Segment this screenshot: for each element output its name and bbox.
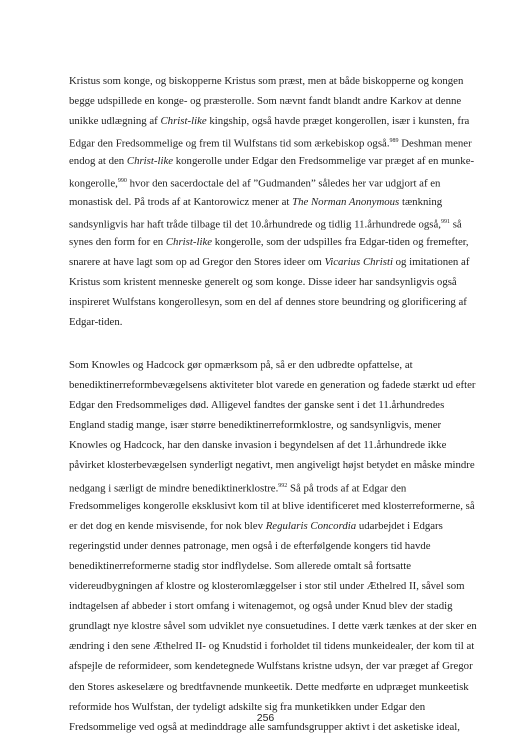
text-run: Edgar den Fredsommeliges død. Alligevel fandtes der ganske sent i det 11.århundredes: [69, 399, 445, 412]
text-line: [69, 312, 469, 332]
text-line: [69, 496, 475, 516]
text-run: så: [450, 218, 462, 231]
text-run: påvirket klosterbevægelsen synderligt negativt, men angiveligt højst betydet en måske mindre: [69, 459, 475, 472]
text-line: [69, 636, 475, 656]
text-line: [69, 151, 475, 171]
text-run: hvor den sacerdoctale del af ”Gudmanden” således her var udgjort af en: [126, 178, 441, 191]
paragraph-1: [69, 71, 475, 332]
italic-title: Regularis Concordia: [265, 519, 357, 532]
footnote-ref: 990: [117, 178, 127, 185]
text-run: den Stores askeselære og bredtfavnende munkeetik. Dette medførte en udpræget munkeetisk: [69, 680, 469, 693]
italic-title: Christ-like: [165, 235, 213, 248]
text-line: [69, 455, 475, 475]
text-run: Edgar-tiden.: [69, 316, 123, 329]
text-line: [69, 111, 469, 131]
text-run: benediktinerreformbevægelsens aktiviteter blot varede en generation og fadede stærkt ud efter: [69, 379, 476, 392]
footnote-ref: 991: [441, 218, 450, 225]
text-line: [69, 536, 469, 556]
text-run: unikke udlægning af: [69, 115, 161, 128]
text-line: [69, 355, 469, 375]
text-run: er det dog en kende misvisende, for nok blev: [69, 519, 266, 532]
text-line: [69, 375, 476, 395]
text-run: Kristus som kristent menneske generelt og som konge. Disse ideer har sandsynligvis også: [69, 275, 457, 288]
text-run: og imitationen af: [392, 255, 470, 268]
text-line: [69, 91, 469, 111]
text-run: Så på trods af at Edgar den: [287, 482, 407, 495]
text-run: snarere at have lagt som op ad Gregor den Stores ideer om: [69, 255, 325, 268]
page-number: 256: [256, 712, 275, 724]
italic-title: Vicarius Christi: [324, 255, 393, 268]
text-run: tænkning: [399, 195, 443, 208]
text-run: begge udspillede en konge- og præsterolle. Som nævnt fandt blandt andre Karkov at denne: [69, 95, 462, 108]
text-line: [69, 272, 469, 292]
text-run: sandsynligvis har haft tråde tilbage til det 10.århundrede og tidlig 11.århundrede også,: [69, 218, 441, 231]
text-line: [69, 576, 469, 596]
text-run: videreudbygningen af klostre og klosteromlæggelser i stor stil under Æthelred II, såvel som: [69, 580, 465, 593]
text-run: Knowles og Hadcock, har den danske invasion i begyndelsen af det 11.århundrede ikke: [69, 439, 447, 452]
text-run: regeringstid under dennes patronage, men også i de efterfølgende kongers tid havde: [69, 539, 431, 552]
text-line: [69, 252, 469, 272]
text-run: Deshman mener: [398, 137, 472, 150]
text-run: grundlagt nye klostre såvel som udviklet nye consuetudines. I dette værk tænkes at der sker en: [69, 620, 477, 633]
text-run: Som Knowles og Hadcock gør opmærksom på, så er den udbredte opfattelse, at: [69, 359, 413, 371]
text-line: [69, 292, 469, 312]
text-run: inspireret Wulfstans kongerollesyn, som en del af dennes store beundring og glorificering af: [69, 296, 467, 309]
text-run: monastisk del. På trods af at Kantorowicz mener at: [69, 195, 293, 208]
text-run: Fredsommelige ved også at medinddrage alle samfundsgrupper aktivt i det asketiske ideal,: [69, 720, 460, 733]
text-line: [69, 171, 469, 191]
text-run: England stadig mange, især større benediktinerreformklostre, og sandsynligvis, mener: [69, 419, 442, 432]
footnote-ref: 989: [389, 138, 399, 145]
text-line: [69, 616, 477, 636]
text-line: [69, 435, 469, 455]
text-line: [69, 232, 469, 252]
text-line: [69, 395, 469, 415]
text-run: afspejle de reformideer, som kendetegnede Wulfstans kristne udsyn, der var præget af Gregor: [69, 660, 473, 673]
text-line: [69, 212, 469, 232]
text-line: [69, 192, 469, 212]
text-line: [69, 516, 469, 536]
text-line: [69, 656, 473, 676]
text-run: kongerolle,: [69, 178, 118, 191]
text-run: benediktinerreformerne stadig stor indflydelse. Som allerede omtalt så fortsatte: [69, 559, 412, 572]
text-run: indtagelsen af abbeder i stort omfang i witenagemot, og også under Knud blev der stadig: [69, 600, 453, 613]
paragraph-2: [69, 355, 477, 737]
footnote-ref: 992: [278, 482, 288, 489]
text-line: [69, 415, 469, 435]
text-run: kongerolle, som der udspilles fra Edgar-tiden og fremefter,: [212, 235, 469, 248]
text-line: [69, 131, 472, 151]
text-run: ændring i den sene Æthelred II- og Knudstid i forholdet til tidens munkeidealer, der kom til at: [69, 640, 475, 653]
text-line: [69, 556, 469, 576]
text-run: Kristus som konge, og biskopperne Kristus som præst, men at både biskopperne og kongen: [69, 75, 464, 87]
text-run: reformide hos Wulfstan, der tydeligt adskilte sig fra munketikken under Edgar den: [69, 700, 426, 713]
text-run: Fredsommeliges kongerolle eksklusivt kom til at blive identificeret med klosterreformerne, så: [69, 499, 475, 512]
text-line: [69, 71, 469, 91]
italic-title: The Norman Anonymous: [292, 195, 400, 208]
italic-title: Christ-like: [126, 155, 174, 168]
text-run: nedgang i særligt de mindre benediktinerklostre.: [69, 482, 279, 495]
text-run: udarbejdet i Edgars: [356, 519, 443, 532]
text-run: kongerolle under Edgar den Fredsommelige var præget af en munke-: [173, 155, 475, 168]
italic-title: Christ-like: [160, 115, 207, 128]
text-run: Edgar den Fredsommelige og frem til Wulfstans tid som ærkebiskop også.: [69, 137, 390, 150]
text-run: synes den form for en: [69, 235, 166, 248]
text-line: [69, 596, 469, 616]
text-run: endog at den: [69, 155, 127, 168]
text-line: [69, 476, 469, 496]
text-run: kingship, også havde præget kongerollen, især i kunsten, fra: [206, 115, 470, 128]
text-line: [69, 677, 469, 697]
